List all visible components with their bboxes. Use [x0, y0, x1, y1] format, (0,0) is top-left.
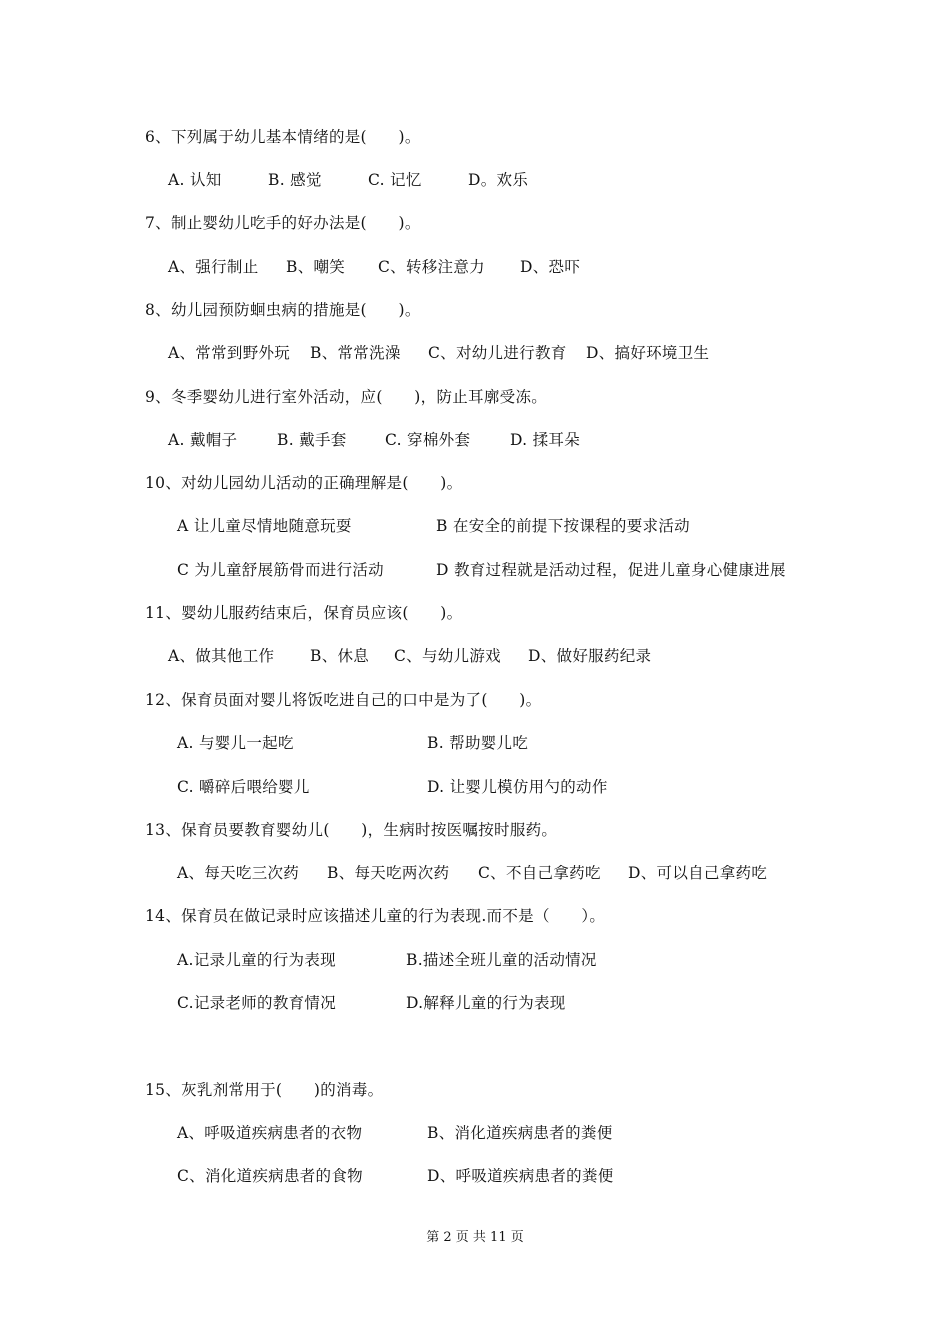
question-11-option-d: D、做好服药纪录 — [528, 647, 652, 665]
question-8-option-d: D、搞好环境卫生 — [586, 344, 710, 362]
question-12-option-b: B. 帮助婴儿吃 — [427, 734, 529, 752]
question-8-option-c: C、对幼儿进行教育 — [428, 344, 567, 362]
question-7-option-b: B、嘲笑 — [286, 258, 346, 276]
question-10-option-a: A 让儿童尽情地随意玩耍 — [177, 517, 352, 535]
question-12-stem: 12、保育员面对婴儿将饭吃进自己的口中是为了( )。 — [145, 691, 542, 709]
question-15-option-b: B、消化道疾病患者的粪便 — [427, 1124, 613, 1142]
question-9-option-a: A. 戴帽子 — [168, 431, 238, 449]
question-7-option-c: C、转移注意力 — [378, 258, 485, 276]
page-number-footer: 第 2 页 共 11 页 — [426, 1230, 524, 1245]
question-10-option-b: B 在安全的前提下按课程的要求活动 — [436, 517, 690, 535]
question-9-option-b: B. 戴手套 — [277, 431, 347, 449]
question-8-stem: 8、幼儿园预防蛔虫病的措施是( )。 — [145, 301, 421, 319]
question-11-option-a: A、做其他工作 — [168, 647, 275, 665]
question-11-option-c: C、与幼儿游戏 — [394, 647, 501, 665]
question-7-option-a: A、强行制止 — [168, 258, 259, 276]
question-8-option-b: B、常常洗澡 — [310, 344, 401, 362]
question-13-option-d: D、可以自己拿药吃 — [628, 864, 768, 882]
question-12-option-a: A. 与婴儿一起吃 — [177, 734, 294, 752]
question-6-option-a: A. 认知 — [168, 171, 222, 189]
question-15-option-d: D、呼吸道疾病患者的粪便 — [427, 1167, 614, 1185]
question-14-option-b: B.描述全班儿童的活动情况 — [406, 951, 597, 969]
question-6-option-d: D。欢乐 — [468, 171, 529, 189]
question-6-stem: 6、下列属于幼儿基本情绪的是( )。 — [145, 128, 421, 146]
question-13-option-c: C、不自己拿药吃 — [478, 864, 601, 882]
question-10-option-d: D 教育过程就是活动过程，促进儿童身心健康进展 — [436, 561, 786, 579]
question-10-stem: 10、对幼儿园幼儿活动的正确理解是( )。 — [145, 474, 463, 492]
question-11-option-b: B、休息 — [310, 647, 370, 665]
question-13-option-b: B、每天吃两次药 — [327, 864, 450, 882]
question-7-stem: 7、制止婴幼儿吃手的好办法是( )。 — [145, 214, 421, 232]
question-6-option-c: C. 记忆 — [368, 171, 422, 189]
question-6-option-b: B. 感觉 — [268, 171, 322, 189]
question-15-stem: 15、灰乳剂常用于( )的消毒。 — [145, 1081, 384, 1099]
question-9-option-c: C. 穿棉外套 — [385, 431, 471, 449]
question-13-option-a: A、每天吃三次药 — [177, 864, 300, 882]
question-10-option-c: C 为儿童舒展筋骨而进行活动 — [177, 561, 384, 579]
question-9-stem: 9、冬季婴幼儿进行室外活动，应( )，防止耳廓受冻。 — [145, 388, 548, 406]
question-14-option-a: A.记录儿童的行为表现 — [177, 951, 336, 969]
question-14-stem: 14、保育员在做记录时应该描述儿童的行为表现.而不是（ ）。 — [145, 907, 606, 925]
question-8-option-a: A、常常到野外玩 — [168, 344, 291, 362]
question-11-stem: 11、婴幼儿服药结束后，保育员应该( )。 — [145, 604, 463, 622]
question-12-option-d: D. 让婴儿模仿用勺的动作 — [427, 778, 608, 796]
question-13-stem: 13、保育员要教育婴幼儿( )，生病时按医嘱按时服药。 — [145, 821, 558, 839]
question-12-option-c: C. 嚼碎后喂给婴儿 — [177, 778, 310, 796]
question-9-option-d: D. 揉耳朵 — [510, 431, 581, 449]
question-15-option-a: A、呼吸道疾病患者的衣物 — [177, 1124, 363, 1142]
question-14-option-c: C.记录老师的教育情况 — [177, 994, 337, 1012]
question-14-option-d: D.解释儿童的行为表现 — [406, 994, 566, 1012]
question-15-option-c: C、消化道疾病患者的食物 — [177, 1167, 363, 1185]
question-7-option-d: D、恐吓 — [520, 258, 581, 276]
